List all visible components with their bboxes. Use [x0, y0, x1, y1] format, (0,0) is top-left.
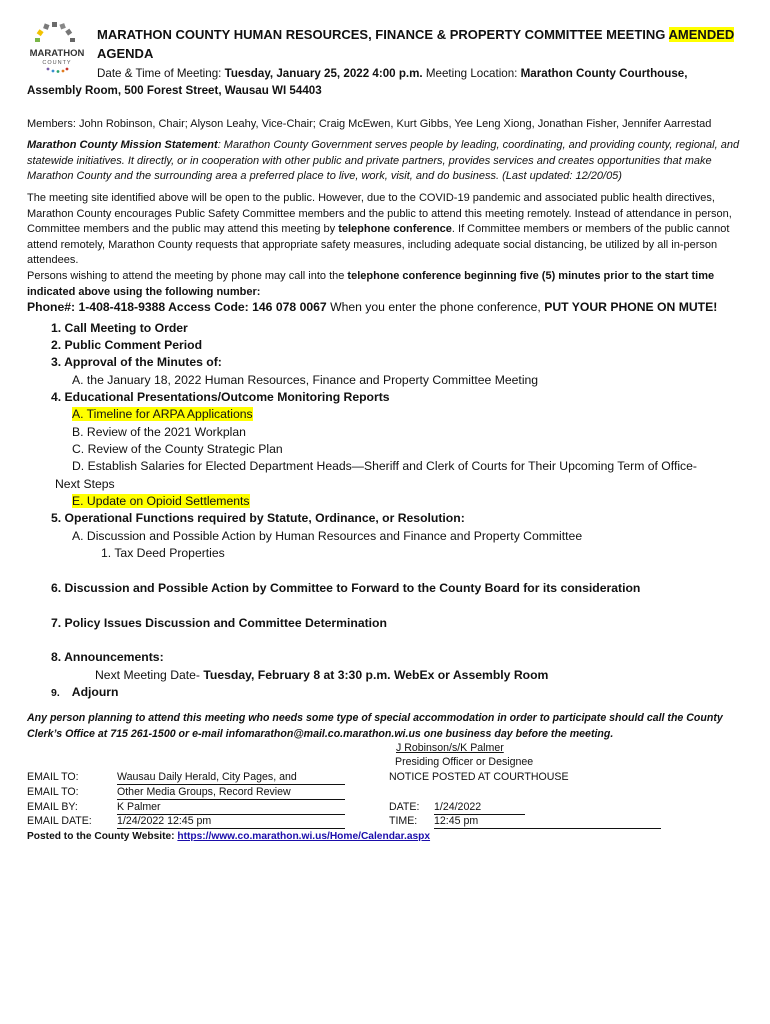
logo-mark-icon — [35, 22, 75, 42]
time-label: TIME: — [389, 815, 418, 827]
email-to-value-2: Other Media Groups, Record Review — [117, 786, 345, 800]
email-by-label: EMAIL BY: — [27, 801, 78, 813]
phone-number: Phone#: 1-408-418-9388 Access Code: 146 078 0067 — [27, 300, 327, 314]
meeting-location-line: Assembly Room, 500 Forest Street, Wausau WI 54403 — [27, 84, 322, 97]
agenda-item-2: 2. Public Comment Period — [51, 338, 203, 352]
agenda-item-4b: B. Review of the 2021 Workplan — [72, 425, 246, 439]
agenda-item-4c: C. Review of the County Strategic Plan — [72, 442, 283, 456]
agenda-item-3: 3. Approval of the Minutes of: — [51, 355, 222, 369]
email-to-label-1: EMAIL TO: — [27, 771, 79, 783]
amended-highlight: AMENDED — [668, 27, 735, 42]
signature: J Robinson/s/K Palmer — [396, 742, 504, 754]
website-line: Posted to the County Website: https://www.co.marathon.wi.us/Home/Calendar.aspx — [27, 831, 431, 842]
agenda-item-4d-cont: Next Steps — [55, 477, 115, 491]
logo-dots — [47, 68, 69, 73]
agenda-item-5a1: 1. Tax Deed Properties — [101, 546, 225, 560]
agenda-item-4e: E. Update on Opioid Settlements — [72, 494, 250, 508]
date-label: DATE: — [389, 801, 420, 813]
meeting-date-line: Date & Time of Meeting: Tuesday, January 25, 2022 4:00 p.m. Meeting Location: Marathon County Courthouse, — [97, 67, 688, 80]
title-line1: MARATHON COUNTY HUMAN RESOURCES, FINANCE & PROPERTY COMMITTEE MEETING — [97, 27, 669, 42]
agenda-item-8: 8. Announcements: — [51, 650, 164, 664]
agenda-item-9: 9. Adjourn — [51, 685, 119, 699]
title-line2: AGENDA — [97, 46, 154, 61]
email-by-value: K Palmer — [117, 801, 345, 815]
svg-text:MARATHON: MARATHON — [29, 48, 85, 59]
email-date-label: EMAIL DATE: — [27, 815, 92, 827]
website-link[interactable]: https://www.co.marathon.wi.us/Home/Calendar.aspx — [177, 831, 431, 842]
agenda-item-7: 7. Policy Issues Discussion and Committee Determination — [51, 616, 387, 630]
date-value: 1/24/2022 — [434, 801, 525, 815]
svg-text:COUNTY: COUNTY — [42, 60, 72, 66]
marathon-county-logo — [26, 22, 88, 74]
agenda-item-5a: A. Discussion and Possible Action by Human Resources and Finance and Property Committee — [72, 529, 583, 543]
agenda-item-6: 6. Discussion and Possible Action by Committee to Forward to the County Board for its consideration — [51, 581, 641, 595]
time-value: 12:45 pm — [434, 815, 661, 829]
email-date-value: 1/24/2022 12:45 pm — [117, 815, 345, 829]
next-meeting-date: Next Meeting Date- Tuesday, February 8 at 3:30 p.m. WebEx or Assembly Room — [95, 668, 549, 682]
agenda-item-3a: A. the January 18, 2022 Human Resources, Finance and Property Committee Meeting — [72, 373, 539, 387]
agenda-item-4: 4. Educational Presentations/Outcome Monitoring Reports — [51, 390, 390, 404]
mission-statement: Marathon County Mission Statement: Marathon County Government serves people by leading, coordinating, and providing county, regional, and statewide initiatives. It directly, or in cooperation with other public and private partners, provides services and creates opportunities that make Marathon County and the surrounding area a preferred place to live, work, visit, and do business. (Last updated: 12/20/05) — [27, 139, 740, 183]
email-to-label-2: EMAIL TO: — [27, 786, 79, 798]
agenda-item-5: 5. Operational Functions required by Statute, Ordinance, or Resolution: — [51, 511, 465, 525]
accommodation-notice: Any person planning to attend this meeting who needs some type of special accommodation in order to participate should call the County Clerk’s Office at 715 261-1500 or e-mail infomarathon@mail.co.marathon.wi.us one business day before the meeting. — [27, 712, 723, 740]
email-to-value-1: Wausau Daily Herald, City Pages, and — [117, 771, 345, 785]
agenda-item-4d: D. Establish Salaries for Elected Department Heads—Sheriff and Clerk of Courts for Their Upcoming Term of Office- — [72, 459, 697, 473]
members-list: Members: John Robinson, Chair; Alyson Leahy, Vice-Chair; Craig McEwen, Kurt Gibbs, Yee Leng Xiong, Jonathan Fisher, Jennifer Aarrestad — [27, 118, 712, 130]
presiding-officer: Presiding Officer or Designee — [395, 756, 534, 768]
phone-line: Phone#: 1-408-418-9388 Access Code: 146 078 0067 When you enter the phone conference, PUT YOUR PHONE ON MUTE! — [27, 300, 718, 314]
agenda-item-1: 1. Call Meeting to Order — [51, 321, 188, 335]
agenda-title — [97, 25, 734, 63]
covid-notice: The meeting site identified above will be open to the public. However, due to the COVID-19 pandemic and associated public health directives, Marathon County encourages Public Safety Committee members and the public to attend this meeting remotely. Instead of attendance in person, Committee members and the public may attend this meeting by telephone conference. If Committee members or members of the public cannot attend remotely, Marathon County requests that appropriate safety measures, including adequate social distancing, be utilized by all in-person attendees. Persons wishing to attend the meeting by phone may call into the telephone conference beginning five (5) minutes prior to the start time indicated above using the following number: — [27, 192, 732, 298]
agenda-item-4a: A. Timeline for ARPA Applications — [72, 407, 253, 421]
notice-posted: NOTICE POSTED AT COURTHOUSE — [389, 771, 569, 783]
